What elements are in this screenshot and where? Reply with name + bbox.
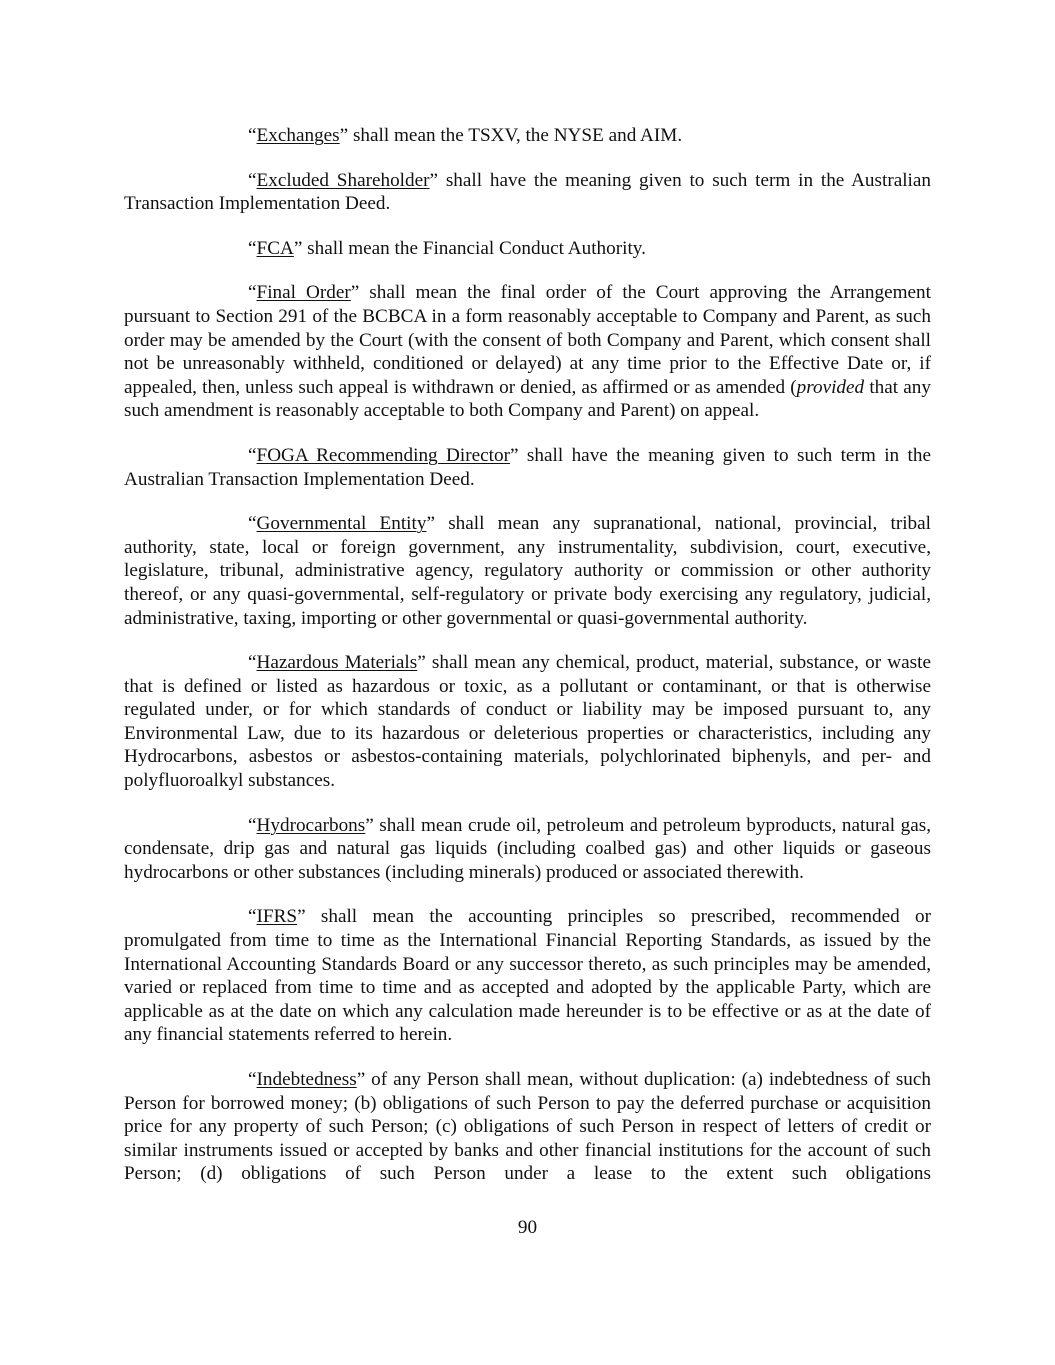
defined-term: Excluded Shareholder: [256, 169, 430, 191]
definition-text: ” of any Person shall mean, without duplication: (a) indebtedness of such Person for borrowed money; (b) obligations of such Person to pay the deferred purchase or acquisition price for any property of such Person; (c) obligations of such Person in respect of letters of credit or similar instruments issued or accepted by banks and other financial institutions for the account of such Person; (d) obligations of such Person under a lease to the extent such obligations: [124, 1069, 931, 1185]
open-quote: “: [248, 814, 257, 836]
definition-text-after: that any such amendment is reasonably acceptable to both Company and Parent) on appeal.: [124, 376, 931, 422]
defined-term: IFRS: [256, 906, 298, 928]
definition-text: ” shall mean any chemical, product, material, substance, or waste that is defined or listed as hazardous or toxic, as a pollutant or contaminant, or that is otherwise regulated under, or for which standards of conduct or liability may be imposed pursuant to, any Environmental Law, due to its hazardous or deleterious properties or characteristics, including any Hydrocarbons, asbestos or asbestos-containing materials, polychlorinated biphenyls, and per- and polyfluoroalkyl substances.: [124, 652, 931, 792]
page-number: 90: [517, 1217, 538, 1238]
defined-term: FOGA Recommending Director: [256, 444, 510, 466]
open-quote: “: [248, 906, 257, 928]
open-quote: “: [248, 282, 257, 304]
definition-foga-recommending-director: [124, 444, 931, 491]
defined-term: Hazardous Materials: [256, 652, 418, 674]
definition-text: ” shall have the meaning given to such term in the Australian Transaction Implementation Deed.: [124, 444, 931, 490]
defined-term: Exchanges: [256, 125, 340, 146]
open-quote: “: [248, 513, 257, 535]
definition-text: ” shall mean the TSXV, the NYSE and AIM.: [339, 125, 683, 146]
open-quote: “: [248, 444, 257, 466]
definition-indebtedness: [124, 1068, 931, 1186]
open-quote: “: [248, 125, 257, 146]
open-quote: “: [248, 237, 257, 259]
document-page: [124, 124, 931, 1207]
definition-text: ” shall have the meaning given to such term in the Australian Transaction Implementation Deed.: [124, 169, 931, 215]
italic-provided: provided: [796, 376, 865, 398]
defined-term: Indebtedness: [256, 1069, 357, 1090]
definition-text: ” shall mean the Financial Conduct Authority.: [293, 237, 646, 259]
defined-term: Final Order: [256, 282, 351, 304]
definition-final-order: [124, 281, 931, 423]
defined-term: Governmental Entity: [256, 513, 427, 535]
definition-text: ” shall mean crude oil, petroleum and petroleum byproducts, natural gas, condensate, drip gas and natural gas liquids (including coalbed gas) and other liquids or gaseous hydrocarbons or other substances (including minerals) produced or associated therewith.: [124, 814, 931, 883]
definition-hazardous-materials: [124, 651, 931, 793]
open-quote: “: [248, 652, 257, 674]
definition-excluded-shareholder: [124, 169, 931, 216]
defined-term: FCA: [256, 237, 294, 259]
definition-text: ” shall mean the final order of the Court approving the Arrangement pursuant to Section 291 of the BCBCA in a form reasonably acceptable to Company and Parent, as such order may be amended by the Court (with the consent of both Company and Parent, which consent shall not be unreasonably withheld, conditioned or delayed) at any time prior to the Effective Date or, if appealed, then, unless such appeal is withdrawn or denied, as affirmed or as amended (: [124, 282, 931, 398]
definition-text: ” shall mean any supranational, national, provincial, tribal authority, state, local or foreign government, any instrumentality, subdivision, court, executive, legislature, tribunal, administrative agency, regulatory authority or commission or other authority thereof, or any quasi-governmental, self-regulatory or private body exercising any regulatory, judicial, administrative, taxing, importing or other governmental or quasi-governmental authority.: [124, 513, 931, 629]
definition-text: ” shall mean the accounting principles so prescribed, recommended or promulgated from time to time as the International Financial Reporting Standards, as issued by the International Accounting Standards Board or any successor thereto, as such principles may be amended, varied or replaced from time to time and as accepted and adopted by the applicable Party, which are applicable as at the date on which any calculation made hereunder is to be effective or as at the date of any financial statements referred to herein.: [124, 906, 931, 1046]
definition-fca: [124, 237, 931, 261]
definition-exchanges: [124, 124, 931, 148]
definition-governmental-entity: [124, 512, 931, 630]
open-quote: “: [248, 1069, 257, 1090]
defined-term: Hydrocarbons: [256, 814, 366, 836]
open-quote: “: [248, 169, 257, 191]
definition-hydrocarbons: [124, 814, 931, 885]
definition-ifrs: [124, 905, 931, 1047]
